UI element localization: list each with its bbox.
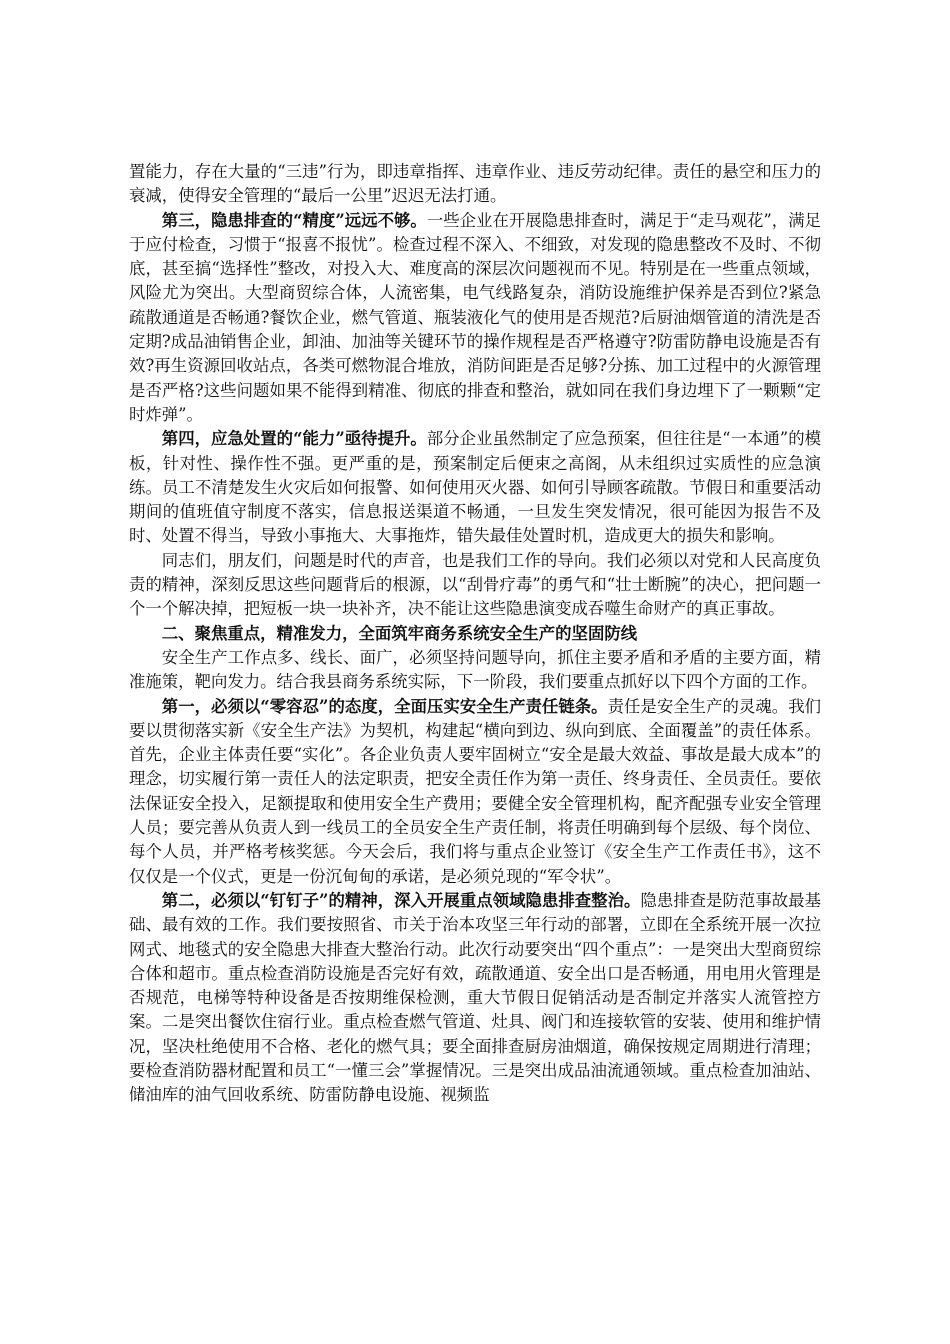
paragraph-7-body: 责任是安全生产的灵魂。我们要以贯彻落实新《安全生产法》为契机，构建起“横向到边、纵向到底、全面覆盖”的责任体系。首先，企业主体责任要“实化”。各企业负责人要牢固树立“安全是最大效益、事故是最大成本”的理念，切实履行第一责任人的法定职责，把安全责任作为第一责任、终身责任、全员责任。要依法保证安全投入，足额提取和使用安全生产费用；要健全安全管理机构，配齐配强专业安全管理人员；要完善从负责人到一线员工的全员安全生产责任制，将责任明确到每个层级、每个岗位、每个人员，并严格考核奖惩。今天会后，我们将与重点企业签订《安全生产工作责任书》，这不仅仅是一个仪式，更是一份沉甸甸的承诺，是必须兑现的“军令状”。 xyxy=(129,696,822,886)
paragraph-1-body: 置能力，存在大量的“三违”行为，即违章指挥、违章作业、违反劳动纪律。责任的悬空和压力的衰减，使得安全管理的“最后一公里”迟迟无法打通。 xyxy=(129,162,821,206)
paragraph-7 xyxy=(129,695,821,889)
paragraph-2-lead: 第三，隐患排查的“精度”远远不够。 xyxy=(161,210,427,230)
paragraph-3-body: 部分企业虽然制定了应急预案，但往往是“一本通”的模板，针对性、操作性不强。更严重的是，预案制定后便束之高阁，从未组织过实质性的应急演练。员工不清楚发生火灾后如何报警、如何使用灭火器、如何引导顾客疏散。节假日和重要活动期间的值班值守制度不落实，信息报送渠道不畅通，一旦发生突发情况，很可能因为报告不及时、处置不得当，导致小事拖大、大事拖炸，错失最佳处置时机，造成更大的损失和影响。 xyxy=(129,429,821,546)
paragraph-4 xyxy=(129,549,821,622)
paragraph-2 xyxy=(129,209,821,428)
paragraph-7-lead: 第一，必须以“零容忍”的态度，全面压实安全生产责任链条。 xyxy=(161,696,608,716)
document-page xyxy=(129,160,821,1108)
paragraph-3 xyxy=(129,427,821,548)
paragraph-4-body: 同志们，朋友们，问题是时代的声音，也是我们工作的导向。我们必须以对党和人民高度负责的精神，深刻反思这些问题背后的根源，以“刮骨疗毒”的勇气和“壮士断腕”的决心，把问题一个一个解决掉，把短板一块一块补齐，决不能让这些隐患演变成吞噬生命财产的真正事故。 xyxy=(129,550,821,619)
paragraph-6 xyxy=(129,646,821,695)
paragraph-2-body: 一些企业在开展隐患排查时，满足于“走马观花”，满足于应付检查，习惯于“报喜不报忧”。检查过程不深入、不细致，对发现的隐患整改不及时、不彻底，甚至搞“选择性”整改，对投入大、难度高的深层次问题视而不见。特别是在一些重点领域，风险尤为突出。大型商贸综合体，人流密集，电气线路复杂，消防设施维护保养是否到位?紧急疏散通道是否畅通?餐饮企业，燃气管道、瓶装液化气的使用是否规范?后厨油烟管道的清洗是否定期?成品油销售企业，卸油、加油等关键环节的操作规程是否严格遵守?防雷防静电设施是否有效?再生资源回收站点，各类可燃物混合堆放，消防间距是否足够?分拣、加工过程中的火源管理是否严格?这些问题如果不能得到精准、彻底的排查和整治，就如同在我们身边埋下了一颗颗“定时炸弹”。 xyxy=(129,210,821,424)
paragraph-8 xyxy=(129,889,821,1108)
paragraph-8-lead: 第二，必须以“钉钉子”的精神，深入开展重点领域隐患排查整治。 xyxy=(161,890,641,910)
paragraph-8-body: 隐患排查是防范事故最基础、最有效的工作。我们要按照省、市关于治本攻坚三年行动的部署，立即在全系统开展一次拉网式、地毯式的安全隐患大排查大整治行动。此次行动要突出“四个重点”：一是突出大型商贸综合体和超市。重点检查消防设施是否完好有效，疏散通道、安全出口是否畅通，用电用火管理是否规范，电梯等特种设备是否按期维保检测，重大节假日促销活动是否制定并落实人流管控方案。二是突出餐饮住宿行业。重点检查燃气管道、灶具、阀门和连接软管的安装、使用和维护情况，坚决杜绝使用不合格、老化的燃气具；要全面排查厨房油烟道，确保按规定周期进行清理；要检查消防器材配置和员工“一懂三会”掌握情况。三是突出成品油流通领域。重点检查加油站、储油库的油气回收系统、防雷防静电设施、视频监 xyxy=(129,890,821,1105)
paragraph-3-lead: 第四，应急处置的“能力”亟待提升。 xyxy=(161,429,427,449)
paragraph-6-body: 安全生产工作点多、线长、面广，必须坚持问题导向，抓住主要矛盾和矛盾的主要方面，精准施策，靶向发力。结合我县商务系统实际，下一阶段，我们要重点抓好以下四个方面的工作。 xyxy=(129,647,821,692)
section-heading: 二、聚焦重点，精准发力，全面筑牢商务系统安全生产的坚固防线 xyxy=(161,623,638,643)
paragraph-1 xyxy=(129,160,821,209)
